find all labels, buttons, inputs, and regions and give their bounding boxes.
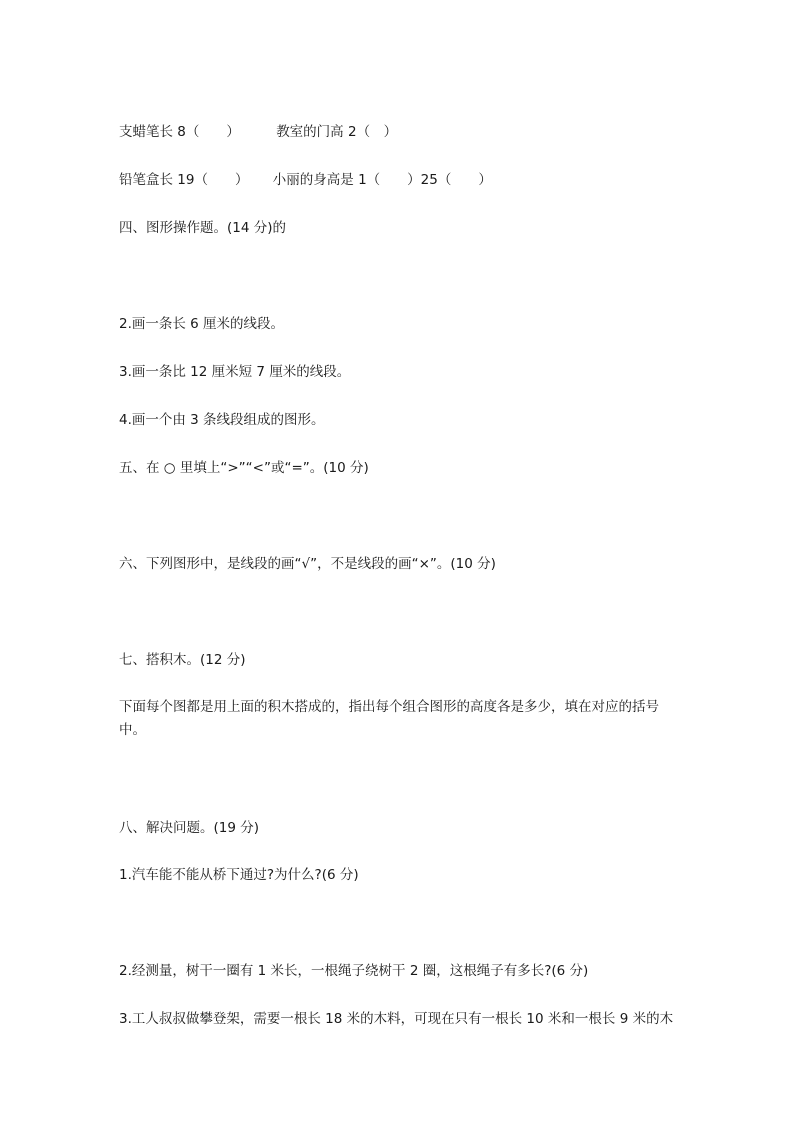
question-line-crayon-door — [119, 121, 397, 143]
door-height-item: 教室的门高 2（ ） — [276, 124, 398, 140]
problem-car-bridge: 1.汽车能不能从桥下通过?为什么?(6 分) — [119, 867, 359, 883]
section-seven-heading: 七、搭积木。(12 分) — [119, 652, 246, 668]
problem-climbing-frame: 3.工人叔叔做攀登架，需要一根长 18 米的木料，可现在只有一根长 10 米和一根长 9 米的木 — [119, 1011, 674, 1027]
section-six-heading: 六、下列图形中，是线段的画“√”，不是线段的画“×”。(10 分) — [119, 556, 496, 572]
section-four-heading: 四、图形操作题。(14 分)的 — [119, 220, 287, 236]
section-eight-heading: 八、解决问题。(19 分) — [119, 820, 260, 836]
section-five-heading: 五、在 ○ 里填上“>”“<”或“=”。(10 分) — [119, 460, 369, 476]
crayon-length-item: 支蜡笔长 8（ ） — [119, 124, 240, 140]
question-draw-shorter: 3.画一条比 12 厘米短 7 厘米的线段。 — [119, 364, 351, 380]
problem-rope-tree: 2.经测量，树干一圈有 1 米长，一根绳子绕树干 2 圈，这根绳子有多长?(6 分) — [119, 963, 589, 979]
xiaoli-height-item: 小丽的身高是 1（ ）25（ ） — [272, 172, 492, 188]
section-seven-instruction: 下面每个图都是用上面的积木搭成的，指出每个组合图形的高度各是多少，填在对应的括号中。 — [119, 699, 659, 738]
question-draw-3-segments: 4.画一个由 3 条线段组成的图形。 — [119, 412, 325, 428]
pencil-box-length-item: 铅笔盒长 19（ ） — [119, 172, 249, 188]
question-draw-6cm: 2.画一条长 6 厘米的线段。 — [119, 316, 285, 332]
question-line-pencilbox-height — [119, 169, 492, 191]
